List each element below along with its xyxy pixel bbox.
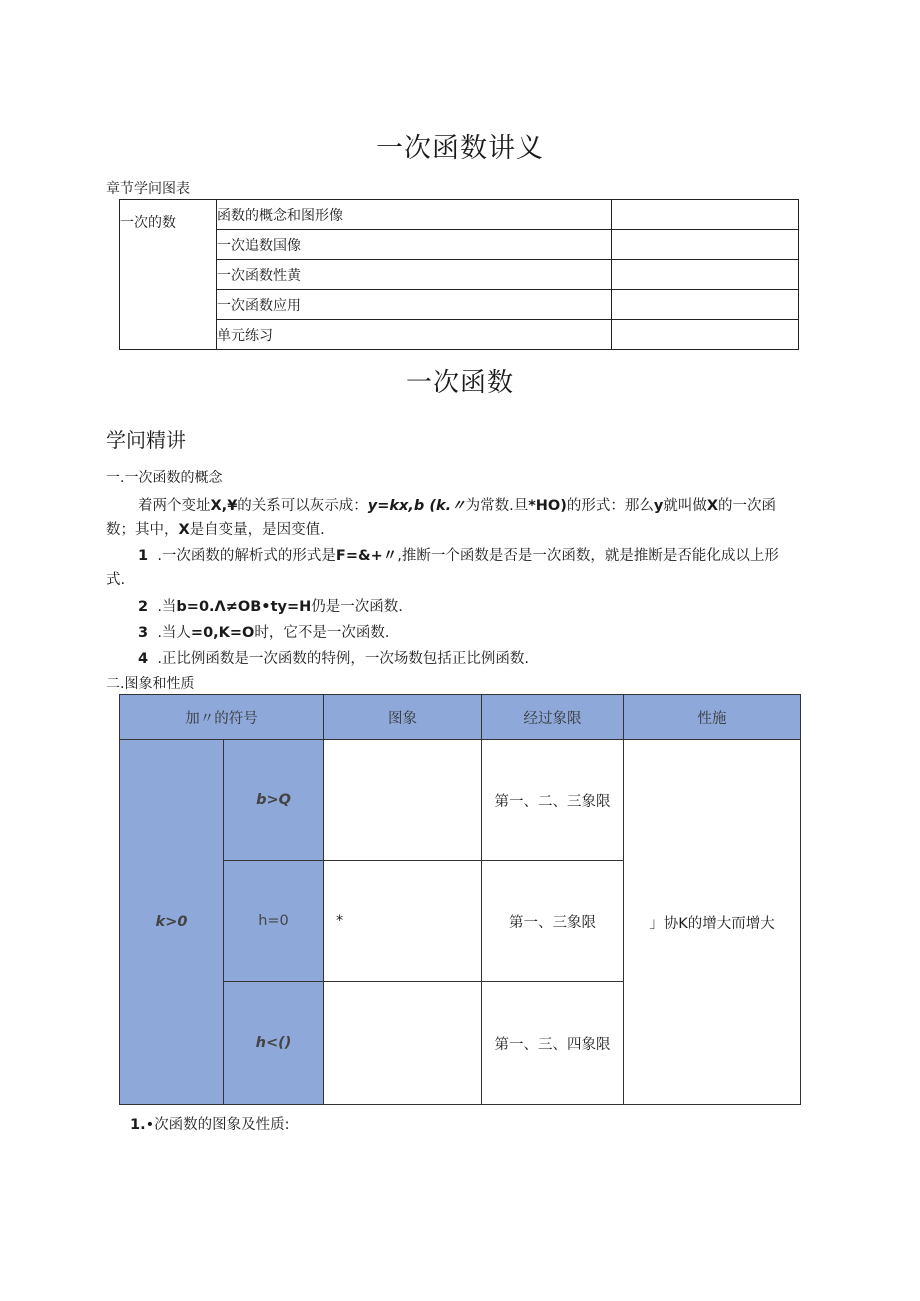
chapter-row-empty	[612, 230, 799, 260]
list-item-1: 1 .一次函数的解析式的形式是F=&+〃,推断一个函数是否是一次函数，就是推断是否能化成以上形	[138, 548, 779, 564]
list-item-2: 2 .当b=0.Λ≠OB•ty=H仍是一次函数.	[138, 599, 403, 615]
part1-heading: 一.一次函数的概念	[106, 470, 223, 486]
header-sign: 加〃的符号	[120, 695, 324, 740]
quadrant-cell: 第一、二、三象限	[482, 740, 624, 861]
b-condition: h=0	[224, 861, 324, 982]
chapter-row: 函数的概念和图形像	[217, 200, 612, 230]
footer-line: 1.•次函数的图象及性质:	[130, 1117, 290, 1133]
header-quadrants: 经过象限	[482, 695, 624, 740]
chapter-row: 一次追数国像	[217, 230, 612, 260]
chapter-label: 章节学问图表	[106, 181, 190, 197]
chapter-row: 一次函数性黄	[217, 260, 612, 290]
k-condition: k>0	[120, 740, 224, 1105]
section-title: 一次函数	[405, 368, 514, 398]
quadrant-cell: 第一、三象限	[482, 861, 624, 982]
chapter-row: 一次函数应用	[217, 290, 612, 320]
part2-heading: 二.图象和性质	[106, 676, 195, 692]
b-condition: h<()	[224, 982, 324, 1105]
chapter-row-empty	[612, 290, 799, 320]
properties-table	[119, 694, 801, 1105]
graph-cell: *	[324, 861, 482, 982]
list-item-4: 4 .正比例函数是一次函数的特例，一次场数包括正比例函数.	[138, 651, 530, 667]
knowledge-title: 学问精讲	[106, 428, 186, 452]
chapter-row-empty	[612, 200, 799, 230]
list-item-1-cont: 式.	[106, 572, 126, 588]
list-item-3: 3 .当人=0,K=O时，它不是一次函数.	[138, 625, 390, 641]
property-cell: 」协K的增大而增大	[624, 740, 801, 1105]
b-condition: b>Q	[224, 740, 324, 861]
graph-cell	[324, 982, 482, 1105]
chapter-row-empty	[612, 260, 799, 290]
chapter-topic: 一次的数	[120, 200, 217, 350]
chapter-table	[119, 199, 799, 350]
chapter-row-empty	[612, 320, 799, 350]
document-title: 一次函数讲义	[376, 133, 544, 164]
definition-line-1: 着两个变址X,¥的关系可以灰示成：y=kx,b (k.〃为常数.旦*HO)的形式：那么y就叫做X的一次函	[138, 498, 777, 514]
graph-cell	[324, 740, 482, 861]
header-graph: 图象	[324, 695, 482, 740]
header-property: 性施	[624, 695, 801, 740]
definition-line-2: 数；其中，X是自变量，是因变值.	[106, 522, 325, 538]
quadrant-cell: 第一、三、四象限	[482, 982, 624, 1105]
chapter-row: 单元练习	[217, 320, 612, 350]
